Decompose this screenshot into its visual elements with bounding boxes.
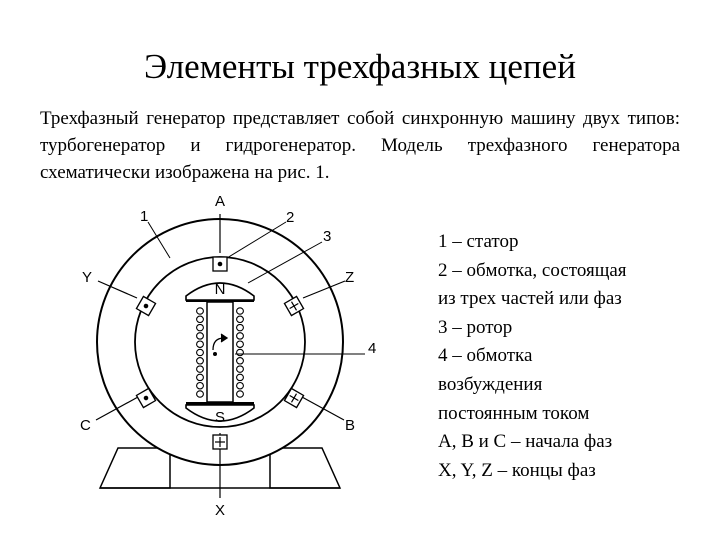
- coil-turn: [237, 383, 244, 389]
- terminal-b-label: B: [345, 417, 356, 434]
- coil-turn: [237, 324, 244, 330]
- legend: [438, 228, 708, 485]
- callout-4-label: 4: [368, 340, 377, 357]
- callout-3-label: 3: [323, 228, 332, 245]
- terminal-y-label: Y: [82, 269, 93, 286]
- coil-turn: [197, 316, 204, 322]
- coil-turn: [237, 333, 244, 339]
- legend-line: возбуждения: [438, 373, 543, 395]
- coil-turn: [197, 341, 204, 347]
- coil-turn: [237, 308, 244, 314]
- legend-line: из трех частей или фаз: [438, 288, 622, 310]
- legend-line: А, В и С – начала фаз: [438, 431, 613, 453]
- legend-line: X, Y, Z – концы фаз: [438, 459, 596, 481]
- coil-turn: [237, 374, 244, 380]
- coil-turn: [197, 374, 204, 380]
- terminal-z-label: Z: [345, 269, 355, 286]
- generator-diagram: [0, 180, 440, 540]
- terminal-a-label: A: [214, 193, 226, 210]
- coil-turn: [197, 308, 204, 314]
- legend-line: 3 – ротор: [438, 316, 513, 338]
- shaft-center: [213, 352, 217, 356]
- coil-turn: [237, 366, 244, 372]
- coil-turn: [197, 358, 204, 364]
- south-pole-label: S: [214, 409, 226, 426]
- coil-turn: [197, 391, 204, 397]
- coil-turn: [237, 349, 244, 355]
- legend-line: 2 – обмотка, состоящая: [438, 259, 627, 281]
- coil-turn: [237, 391, 244, 397]
- coil-turn: [197, 349, 204, 355]
- legend-line: постоянным током: [438, 402, 590, 424]
- terminal-c-label: C: [80, 417, 91, 434]
- coil-turn: [197, 333, 204, 339]
- coil-turn: [197, 366, 204, 372]
- slot-a: [213, 257, 227, 271]
- legend-line: 1 – статор: [438, 231, 519, 252]
- terminal-x-label: X: [214, 502, 226, 519]
- coil-turn: [197, 383, 204, 389]
- intro-paragraph: Трехфазный генератор представляет собой синхронную машину двух типов: турбогенератор и гидрогенератор. Модель трехфазного генератора схематически изображена на рис. 1.: [40, 108, 680, 183]
- slot-x: [213, 435, 227, 449]
- callout-1-label: 1: [140, 208, 149, 225]
- coil-turn: [197, 324, 204, 330]
- coil-turn: [237, 316, 244, 322]
- callout-2-label: 2: [286, 209, 295, 226]
- slide-title: Элементы трехфазных цепей: [144, 47, 576, 87]
- coil-turn: [237, 358, 244, 364]
- coil-turn: [237, 341, 244, 347]
- north-pole-label: N: [214, 281, 226, 298]
- legend-line: 4 – обмотка: [438, 345, 533, 367]
